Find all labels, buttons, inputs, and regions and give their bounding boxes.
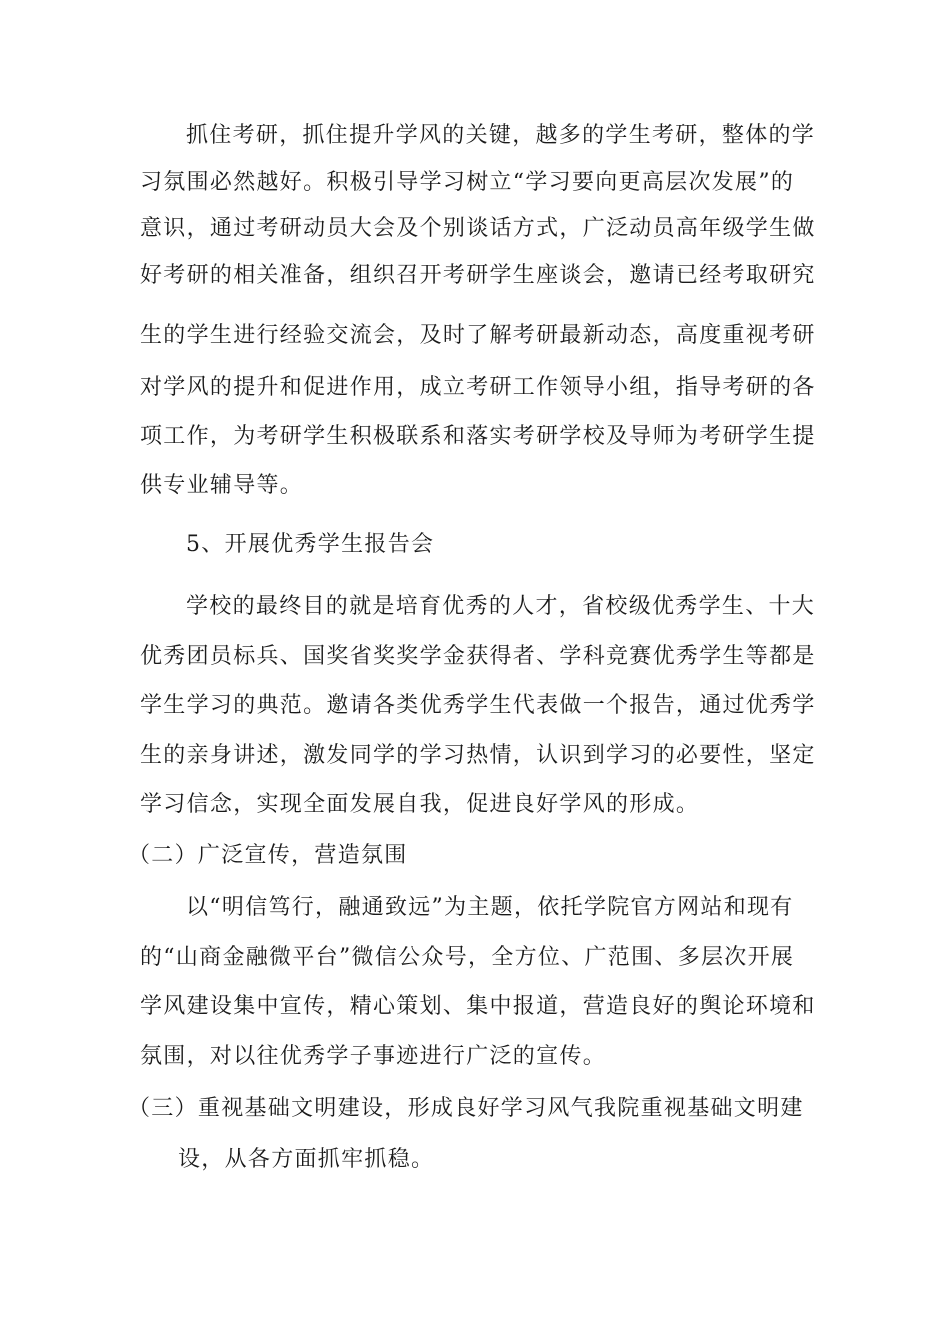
paragraph-1-line-7: 项工作，为考研学生积极联系和落实考研学校及导师为考研学生提 (140, 424, 816, 449)
paragraph-1-line-4: 好考研的相关准备，组织召开考研学生座谈会，邀请已经考取研究 (140, 263, 816, 288)
paragraph-3-line-1: 以“明信笃行，融通致远”为主题，依托学院官方网站和现有 (186, 895, 794, 920)
paragraph-3-line-2: 的“山商金融微平台”微信公众号，全方位、广范围、多层次开展 (140, 945, 795, 970)
paragraph-2-line-3: 学生学习的典范。邀请各类优秀学生代表做一个报告，通过优秀学 (140, 693, 816, 718)
paragraph-1-line-6: 对学风的提升和促进作用，成立考研工作领导小组，指导考研的各 (140, 375, 816, 400)
paragraph-1-line-8: 供专业辅导等。 (140, 473, 304, 498)
paragraph-1-line-1: 抓住考研，抓住提升学风的关键，越多的学生考研，整体的学 (186, 123, 816, 148)
paragraph-2-line-2: 优秀团员标兵、国奖省奖奖学金获得者、学科竞赛优秀学生等都是 (140, 644, 816, 669)
paragraph-1-line-3: 意识，通过考研动员大会及个别谈话方式，广泛动员高年级学生做 (140, 216, 816, 241)
paragraph-2-line-5: 学习信念，实现全面发展自我，促进良好学风的形成。 (140, 792, 700, 817)
paragraph-3-line-3: 学风建设集中宣传，精心策划、集中报道，营造良好的舆论环境和 (140, 994, 816, 1019)
section-heading-3: （三）重视基础文明建设，形成良好学习风气我院重视基础文明建 (128, 1096, 804, 1121)
section-heading-5: 5、开展优秀学生报告会 (186, 532, 435, 557)
paragraph-1-line-2: 习氛围必然越好。积极引导学习树立“学习要向更高层次发展”的 (140, 170, 795, 195)
section-heading-3-continuation: 设，从各方面抓牢抓稳。 (178, 1147, 435, 1172)
section-heading-2: （二）广泛宣传，营造氛围 (128, 843, 408, 868)
paragraph-3-line-4: 氛围，对以往优秀学子事迹进行广泛的宣传。 (140, 1044, 607, 1069)
paragraph-2-line-1: 学校的最终目的就是培育优秀的人才，省校级优秀学生、十大 (186, 594, 816, 619)
paragraph-1-line-5: 生的学生进行经验交流会，及时了解考研最新动态，高度重视考研 (140, 323, 816, 348)
paragraph-2-line-4: 生的亲身讲述，激发同学的学习热情，认识到学习的必要性，坚定 (140, 743, 816, 768)
